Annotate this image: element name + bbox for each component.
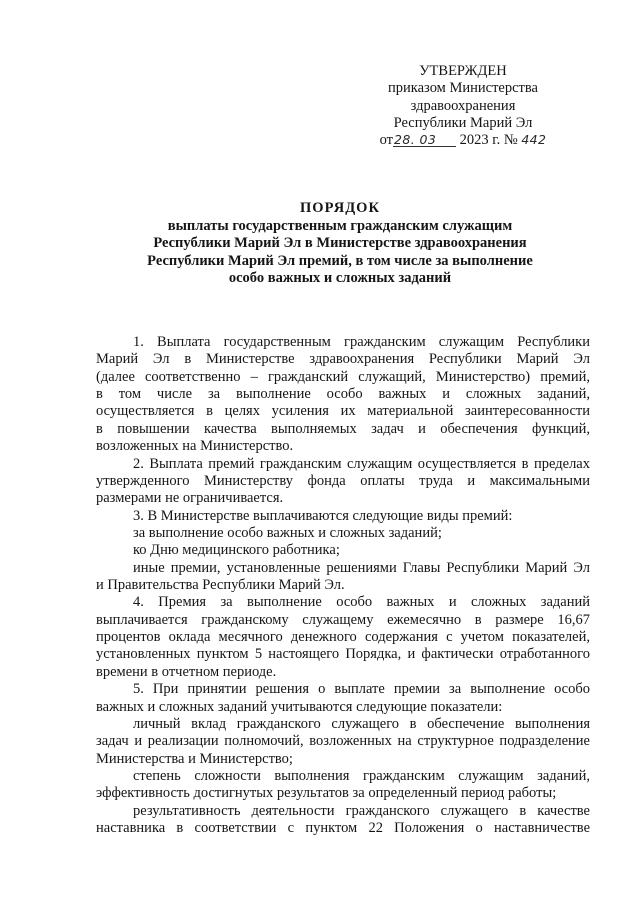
text-line: в том числе за выполнение особо важных и сложных заданий,: [96, 386, 590, 403]
premium-type-item: [96, 525, 590, 542]
premium-type-item: [96, 542, 590, 559]
text-line: Марий Эл в Министерстве здравоохранения Республики Марий Эл: [96, 351, 590, 368]
text-line: степень сложности выполнения гражданским служащим заданий,: [133, 767, 590, 784]
text-line: результативность деятельности гражданского служащего в качестве: [133, 802, 590, 819]
title-line: Республики Марий Эл в Министерстве здравоохранения: [153, 235, 527, 251]
text-line: утвержденного Министерству фонда оплаты труда и максимальными: [96, 472, 590, 489]
text-line: 3. В Министерстве выплачиваются следующие виды премий:: [133, 507, 513, 524]
clause-4: [96, 594, 590, 681]
approval-line: Республики Марий Эл: [393, 114, 533, 131]
text-line: выплачивается гражданскому служащему ежемесячно в размере 16,67: [96, 611, 590, 628]
approval-heading: УТВЕРЖДЕН: [419, 63, 507, 79]
text-line: ко Дню медицинского работника;: [133, 542, 340, 559]
title-line: особо важных и сложных заданий: [228, 270, 452, 286]
text-line: эффективность достигнутых результатов за определенный период работы;: [96, 785, 557, 802]
indicator-item: [96, 803, 590, 838]
approval-block: [366, 63, 560, 149]
indicator-item: [96, 768, 590, 803]
title-line: выплаты государственным гражданским служащим: [167, 217, 513, 234]
text-line: важных и сложных заданий учитываются следующие показатели:: [96, 698, 503, 715]
text-line: 2. Выплата премий гражданским служащим осуществляется в пределах: [133, 455, 590, 472]
approval-line: здравоохранения: [410, 97, 516, 114]
title-heading: ПОРЯДОК: [300, 200, 380, 216]
text-line: наставника в соответствии с пунктом 22 Положения о наставничестве: [96, 820, 590, 837]
text-line: 1. Выплата государственным гражданским служащим Республики: [133, 334, 590, 350]
text-line: осуществляется в целях усиления их материальной заинтересованности: [96, 403, 590, 420]
approval-date-line: [366, 132, 560, 149]
clause-1: [96, 334, 590, 456]
text-line: процентов оклада месячного денежного содержания с учетом показателей,: [96, 629, 590, 646]
date-prefix: от: [379, 132, 394, 149]
document-body: [96, 334, 590, 837]
text-line: за выполнение особо важных и сложных заданий;: [133, 524, 442, 541]
handwritten-date: 28. 03: [393, 133, 456, 147]
text-line: (далее соответственно – гражданский служащий, Министерство) премий,: [96, 368, 590, 385]
handwritten-order-number: 442: [521, 132, 547, 148]
text-line: размерами не ограничивается.: [96, 490, 284, 507]
clause-2: [96, 456, 590, 508]
text-line: Министерства и Министерство;: [96, 750, 293, 767]
order-year-label: 2023 г. №: [459, 132, 518, 149]
approval-line: приказом Министерства: [388, 80, 538, 97]
clause-3: [96, 508, 590, 525]
text-line: задач и реализации полномочий, возложенных на структурное подразделение: [96, 733, 590, 750]
text-line: 5. При принятии решения о выплате премии за выполнение особо: [133, 681, 590, 698]
indicator-item: [96, 716, 590, 768]
premium-type-item: [96, 560, 590, 595]
document-title: [90, 200, 590, 288]
text-line: в повышении качества выполняемых задач и обеспечения функций,: [96, 420, 590, 437]
text-line: личный вклад гражданского служащего в обеспечение выполнения: [133, 715, 590, 732]
text-line: установленных пунктом 5 настоящего Порядка, и фактически отработанного: [96, 646, 590, 663]
text-line: 4. Премия за выполнение особо важных и сложных заданий: [133, 594, 590, 611]
text-line: возложенных на Министерство.: [96, 438, 294, 455]
title-line: Республики Марий Эл премий, в том числе за выполнение: [147, 252, 533, 269]
text-line: и Правительства Республики Марий Эл.: [96, 577, 345, 594]
clause-5: [96, 681, 590, 716]
text-line: времени в отчетном периоде.: [96, 663, 277, 680]
text-line: иные премии, установленные решениями Главы Республики Марий Эл: [133, 559, 590, 576]
